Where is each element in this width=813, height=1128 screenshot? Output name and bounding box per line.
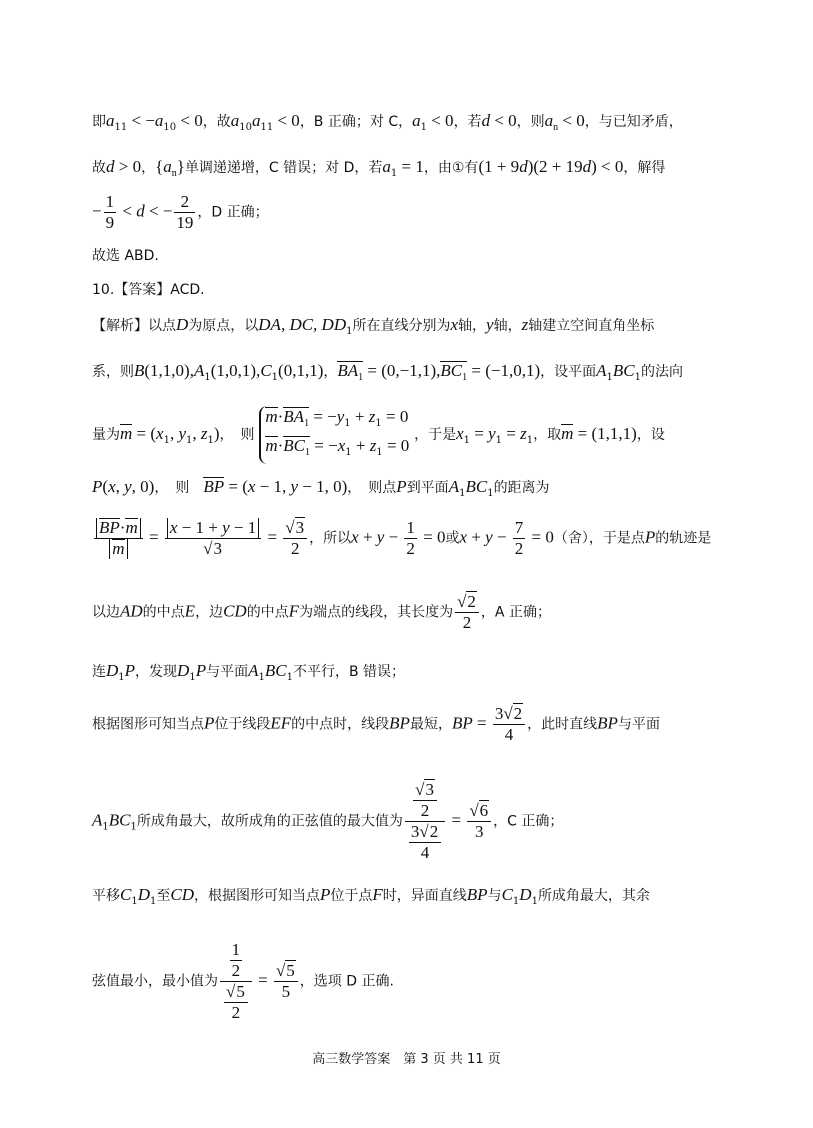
analysis-line-10: 平移$C_1D_1$至CD，根据图形可知当点P位于点F时，异面直线BP与$C_1D_1$所成角最大，其余 bbox=[92, 885, 650, 907]
page-footer: 高三数学答案 第 3 页 共 11 页 bbox=[312, 1052, 501, 1067]
analysis-line-7: 连$D_1P$，发现$D_1P$与平面$A_1BC_1$不平行，B 错误； bbox=[92, 661, 406, 683]
analysis-line-2: 系，则$B(1,1,0),A_1(1,0,1),C_1(0,1,1)$，$BA_1 = (0,-1,1),BC_1 = (-1,0,1)$，设平面$A_1BC_1$的法向 bbox=[92, 360, 743, 389]
analysis-line-1: 【解析】以点D为原点，以DA, DC, $DD_1$所在直线分别为x轴，y轴，z轴建立空间直角坐标 bbox=[92, 315, 655, 337]
analysis-line-6: 以边AD的中点E，边CD的中点F为端点的线段，其长度为 $\frac{√2}{2}$ ，A 正确； bbox=[92, 592, 551, 632]
analysis-line-8: 根据图形可知当点P位于线段EF的中点时，线段BP最短，BP = $\frac{3√2}{4}$ ，此时直线BP与平面 bbox=[92, 704, 660, 744]
analysis-line-9: $A_1BC_1$所成角最大，故所成角的正弦值的最大值为 $\frac{\frac{√3}{2}}{\frac{3√2}{4}}$ = $\frac{√6}{3}$ ，C 正确； bbox=[92, 780, 564, 862]
solution-line-4: 故选 ABD. bbox=[92, 248, 159, 264]
solution-line-1: 即$a_{11} < -a_{10} < 0$，故$a_{10}a_{11} < 0$，B 正确；对 C，$a_1 < 0$，若d < 0，则$a_n < 0$，与已知矛盾， bbox=[92, 111, 683, 133]
analysis-line-11: 弦值最小，最小值为 $\frac{\frac{1}{2}}{\frac{√5}{2}}$ = $\frac{√5}{5}$ ，选项 D 正确. bbox=[92, 940, 394, 1022]
analysis-line-4: P(x, y, 0)， 则 BP = (x − 1, y − 1, 0)， 则点P到平面$A_1BC_1$的距离为 bbox=[92, 477, 550, 499]
analysis-line-5: $\frac{BP\cdot m}{m}$ = $\frac{x - 1 + y - 1}{√3}$ = $\frac{√3}{2}$ ，所以x + y − $\frac{1}{2}$ = 0或x + y − $\frac{7}{2}$ = 0（舍），于是点P的轨迹是 bbox=[92, 518, 743, 559]
analysis-line-3: 量为$m = (x_1$, $y_1$, $z_1$)， 则 $m\cdot BA_1 = -y_1 + z_1 = 0$ $m\cdot BC_1 = -x_1 + z_1 = 0$ ，于是$x_1 = y_1 = z_1$，取m = (1,1,1)，设 bbox=[92, 406, 743, 464]
answer-heading: 10.【答案】ACD. bbox=[92, 282, 205, 298]
solution-line-3: − $\frac{1}{9}$ < d < − $\frac{2}{19}$ ，D 正确； bbox=[92, 192, 269, 232]
solution-line-2: 故d > 0，$\{a_n\}$单调递递增，C 错误；对 D，若$a_1 = 1$，由①有(1 + 9d)(2 + 19d) < 0，解得 bbox=[92, 157, 666, 179]
